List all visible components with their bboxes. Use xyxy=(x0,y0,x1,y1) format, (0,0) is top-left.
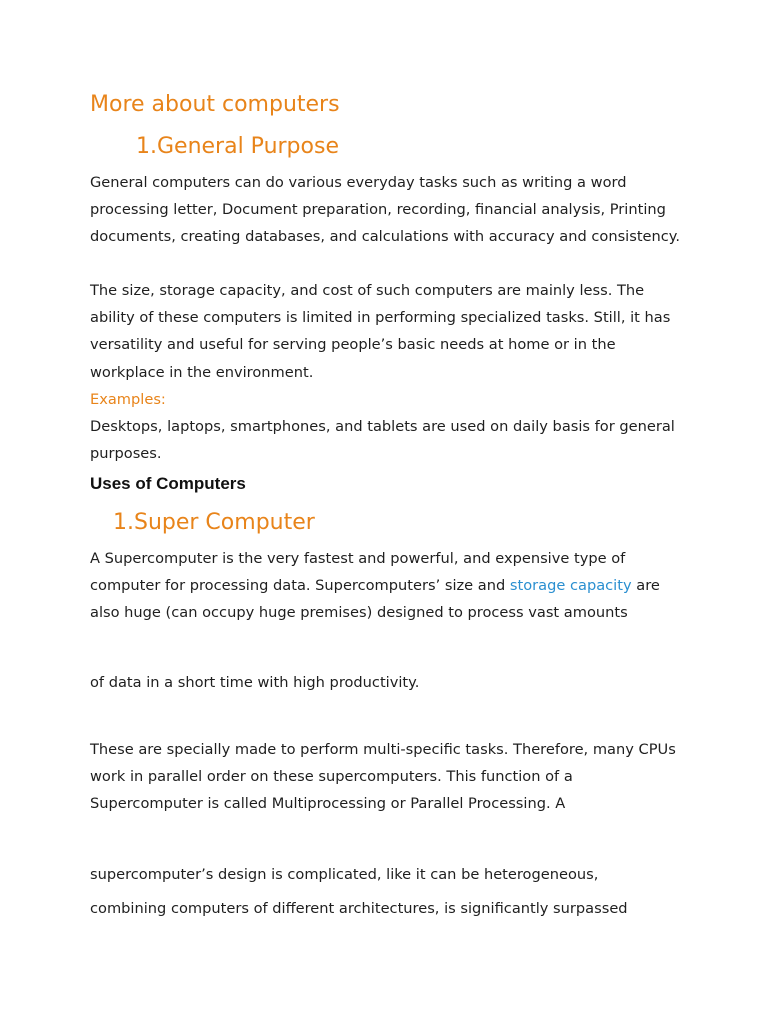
super-computer-text-after-link: are also huge (can occupy huge premises) designed to process vast amounts xyxy=(90,577,660,622)
examples-text: Desktops, laptops, smartphones, and tablets are used on daily basis for general purposes. xyxy=(90,418,675,463)
super-computer-line-1: of data in a short time with high productivity. xyxy=(90,674,420,691)
storage-capacity-link[interactable]: storage capacity xyxy=(509,577,632,595)
uses-of-computers-heading: Uses of Computers xyxy=(90,474,246,493)
super-computer-text-before-link: A Supercomputer is the very fastest and powerful, and expensive type of computer for processing data. Supercomputers’ size and xyxy=(90,550,626,595)
page-title: More about computers xyxy=(90,92,340,117)
general-purpose-heading: 1.General Purpose xyxy=(136,134,339,159)
super-computer-paragraph-1 xyxy=(90,545,690,627)
super-computer-line-3: combining computers of different architectures, is significantly surpassed xyxy=(90,900,628,917)
super-computer-paragraph-2: These are specially made to perform multi-specific tasks. Therefore, many CPUs work in parallel order on these supercomputers. This function of a Supercomputer is called Multiprocessing or Parallel Processing. A xyxy=(90,741,676,813)
general-purpose-paragraph-1: General computers can do various everyday tasks such as writing a word processing letter, Document preparation, recording, financial analysis, Printing documents, creating databases, and calculations with accuracy and consistency. xyxy=(90,174,680,246)
super-computer-line-2: supercomputer’s design is complicated, like it can be heterogeneous, xyxy=(90,866,599,883)
examples-label: Examples: xyxy=(90,391,166,408)
super-computer-heading: 1.Super Computer xyxy=(113,510,315,535)
general-purpose-paragraph-2: The size, storage capacity, and cost of such computers are mainly less. The ability of these computers is limited in performing specialized tasks. Still, it has versatility and useful for serving people’s basic needs at home or in the workplace in the environment. xyxy=(90,282,671,381)
